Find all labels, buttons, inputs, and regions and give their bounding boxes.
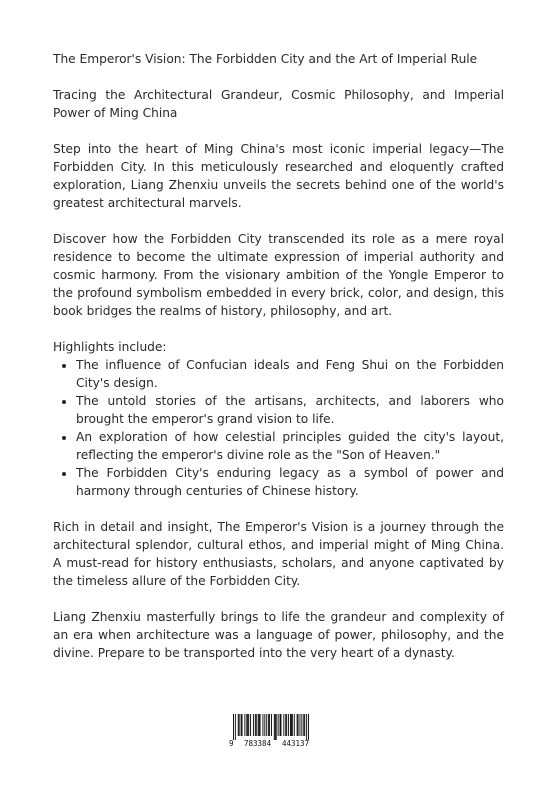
barcode-bar — [259, 714, 260, 736]
highlight-item: • The Forbidden City's enduring legacy as a symbol of power and harmony through centuries of Chinese history. — [76, 464, 504, 500]
barcode-bar — [233, 714, 234, 740]
barcode-bar — [275, 714, 276, 740]
barcode-bar — [292, 714, 293, 736]
barcode-group-2: 443137 — [282, 739, 310, 748]
barcode-bar — [300, 714, 301, 736]
barcode-bar — [304, 714, 305, 736]
highlight-item: • An exploration of how celestial principles guided the city's layout, reflecting the emperor's divine role as the "Son of Heaven." — [76, 428, 504, 464]
barcode-bar — [276, 714, 277, 740]
barcode-bar — [258, 714, 259, 736]
barcode-group-1: 783384 — [244, 739, 272, 748]
barcode-bar — [269, 714, 270, 736]
barcode-bar — [255, 714, 256, 736]
barcode-bar — [280, 714, 281, 736]
barcode-bar — [266, 714, 267, 736]
barcode-bar — [306, 714, 307, 740]
barcode-bar — [241, 714, 242, 736]
barcode-bar — [283, 714, 284, 736]
book-subtitle: Tracing the Architectural Grandeur, Cosmic Philosophy, and Imperial Power of Ming China — [53, 88, 504, 120]
barcode-bar — [288, 714, 289, 736]
barcode-bar — [294, 714, 295, 736]
closing-paragraph: Rich in detail and insight, The Emperor's Vision is a journey through the architectural splendor, cultural ethos, and imperial might of Ming China. A must-read for history enthusiasts, scholars, and anyone captivated by the timeless allure of the Forbidden City. — [53, 520, 504, 588]
barcode-lead-digit: 9 — [229, 739, 234, 748]
author-paragraph: Liang Zhenxiu masterfully brings to life the grandeur and complexity of an era when architecture was a language of power, philosophy, and the divine. Prepare to be transported into the very heart of a dynasty. — [53, 610, 504, 660]
barcode-bar — [235, 714, 236, 740]
barcode-bar — [244, 714, 245, 736]
barcode-bar — [271, 714, 272, 736]
barcode-bars — [229, 714, 314, 740]
highlights-label: Highlights include: — [53, 340, 167, 354]
barcode-bar — [278, 714, 279, 736]
barcode-bar — [250, 714, 251, 736]
barcode-bar — [248, 714, 249, 736]
barcode-bar — [260, 714, 261, 736]
blurb-text — [53, 50, 504, 680]
barcode-bar — [301, 714, 302, 736]
barcode-bar — [262, 714, 263, 736]
barcode-bar — [274, 714, 275, 740]
barcode-bar — [286, 714, 287, 736]
barcode-bar — [291, 714, 292, 736]
highlight-item: • The influence of Confucian ideals and Feng Shui on the Forbidden City's design. — [76, 356, 504, 392]
barcode-bar — [298, 714, 299, 736]
barcode-bar — [290, 714, 291, 736]
barcode-bar — [281, 714, 282, 736]
barcode-bar — [297, 714, 298, 736]
barcode-bar — [242, 714, 243, 736]
barcode-bar — [246, 714, 247, 736]
barcode-bar — [247, 714, 248, 736]
barcode-bar — [285, 714, 286, 736]
highlight-item: • The untold stories of the artisans, architects, and laborers who brought the emperor's grand vision to life. — [76, 392, 504, 428]
description-paragraph: Discover how the Forbidden City transcended its role as a mere royal residence to become the ultimate expression of imperial authority and cosmic harmony. From the visionary ambition of the Yongle Emperor to the profound symbolism embedded in every brick, color, and design, this book bridges the realms of history, philosophy, and art. — [53, 232, 504, 318]
book-title: The Emperor's Vision: The Forbidden City and the Art of Imperial Rule — [53, 52, 478, 66]
barcode-bar — [239, 714, 240, 736]
intro-paragraph: Step into the heart of Ming China's most iconic imperial legacy—The Forbidden City. In this meticulously researched and eloquently crafted exploration, Liang Zhenxiu unveils the secrets behind one of the world's greatest architectural marvels. — [53, 142, 504, 210]
isbn-barcode — [229, 714, 314, 750]
barcode-bar — [308, 714, 309, 740]
barcode-bar — [268, 714, 269, 736]
barcode-bar — [264, 714, 265, 736]
barcode-bar — [256, 714, 257, 736]
barcode-bar — [303, 714, 304, 736]
barcode-bar — [253, 714, 254, 736]
highlights-list — [53, 356, 504, 500]
barcode-bar — [238, 714, 239, 736]
